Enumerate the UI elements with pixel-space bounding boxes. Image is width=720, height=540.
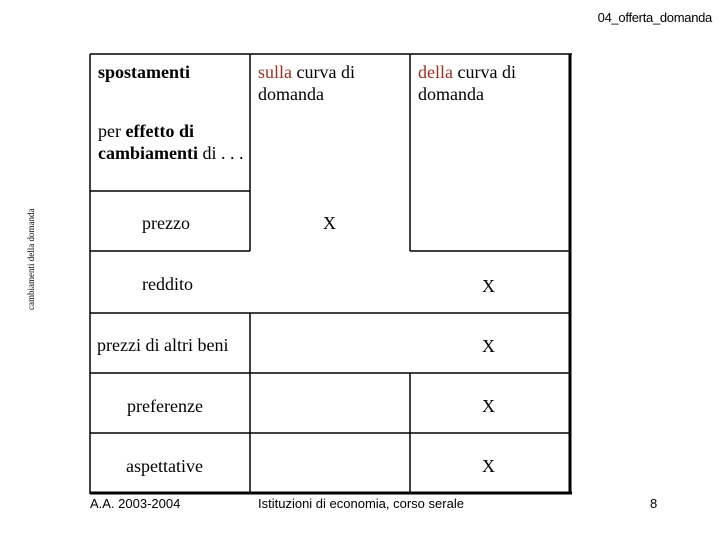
mark-prezzi-altri-della: X bbox=[482, 336, 495, 356]
slide-header-title: 04_offerta_domanda bbox=[597, 10, 712, 25]
footer-academic-year: A.A. 2003-2004 bbox=[90, 496, 181, 511]
row-label-prezzo: prezzo bbox=[142, 213, 190, 233]
mark-reddito-della: X bbox=[482, 276, 495, 296]
col1-header: spostamenti bbox=[98, 62, 191, 82]
col3-header-part1: della bbox=[418, 62, 453, 82]
row-header-t3: di . . . bbox=[197, 143, 244, 163]
row-label-preferenze: preferenze bbox=[127, 396, 203, 416]
col2-header-part2: curva di domanda bbox=[258, 62, 355, 104]
row-label-reddito: reddito bbox=[142, 274, 193, 294]
row-label-aspettative: aspettative bbox=[126, 456, 203, 476]
side-label: cambiamenti della domanda bbox=[26, 208, 36, 310]
row-header-t1: per bbox=[98, 121, 126, 141]
row-header-t2: effetto di cambiamenti bbox=[98, 121, 198, 163]
col2-header bbox=[258, 61, 398, 105]
mark-prezzo-sulla: X bbox=[323, 213, 336, 233]
footer-page-number: 8 bbox=[650, 496, 658, 511]
row-label-prezzi-altri-beni: prezzi di altri beni bbox=[97, 335, 229, 355]
mark-aspettative-della: X bbox=[482, 456, 495, 476]
col3-header bbox=[418, 61, 558, 105]
footer-course: Istituzioni di economia, corso serale bbox=[258, 496, 464, 511]
col3-header-part2: curva di domanda bbox=[418, 62, 516, 104]
mark-preferenze-della: X bbox=[482, 396, 495, 416]
row-header bbox=[98, 120, 248, 164]
col2-header-part1: sulla bbox=[258, 62, 292, 82]
